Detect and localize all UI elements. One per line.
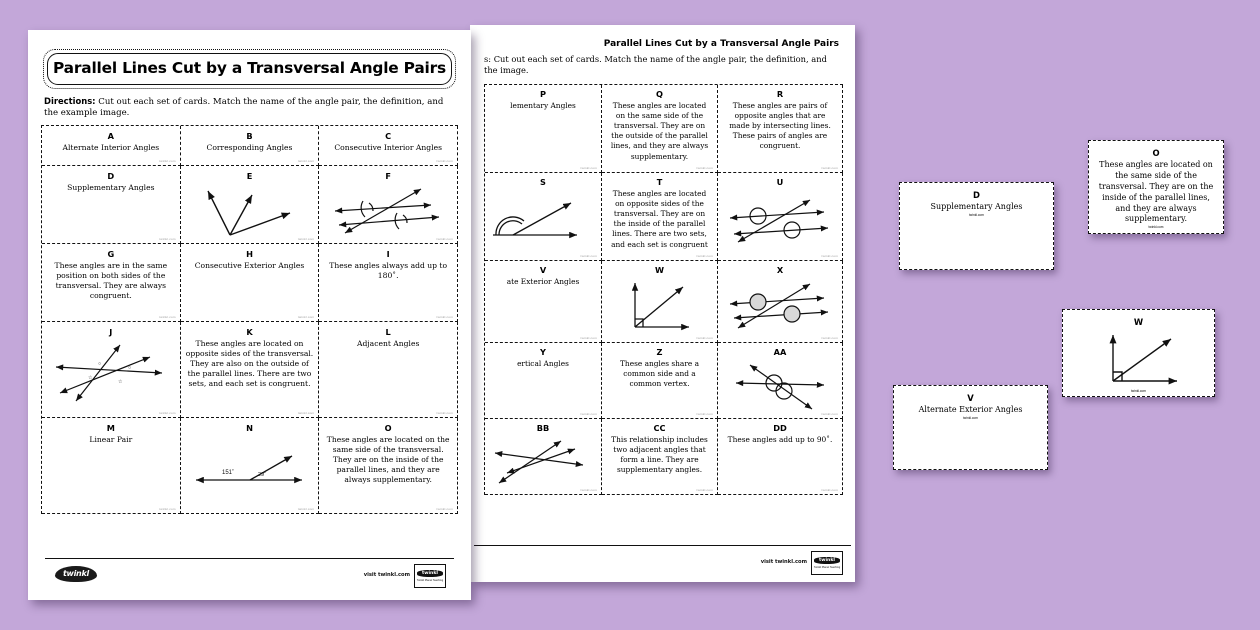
watermark: twinkl.com: [436, 236, 453, 241]
watermark: twinkl.com: [821, 166, 838, 171]
card-W[interactable]: [602, 261, 718, 343]
card-text: Consecutive Exterior Angles: [194, 260, 305, 270]
card-AA[interactable]: [718, 343, 843, 419]
watermark: twinkl.com: [580, 336, 597, 341]
card-U[interactable]: [718, 173, 843, 261]
card-letter: S: [540, 177, 546, 188]
watermark: twinkl.com: [297, 314, 315, 319]
card-DD[interactable]: [718, 419, 843, 495]
card-letter: O: [384, 422, 392, 433]
card-text: Consecutive Interior Angles: [334, 142, 442, 152]
card-S[interactable]: [485, 173, 602, 261]
parallel-lines-circles-figure: [724, 189, 836, 252]
svg-text:○: ○: [97, 360, 101, 367]
card-letter: D: [107, 170, 115, 181]
card-letter: I: [386, 248, 390, 259]
badge-sublabel: Twinkl Planet Teaching: [416, 578, 444, 582]
linear-pair-figure: [186, 435, 314, 504]
badge-label: twinkl: [417, 570, 443, 577]
card-letter: J: [109, 326, 113, 337]
watermark: twinkl.com: [821, 488, 838, 493]
card-N[interactable]: [181, 418, 320, 514]
card-text: These angles add up to 90˚.: [727, 435, 833, 445]
card-letter: E: [246, 170, 253, 181]
floating-card-V[interactable]: [893, 385, 1048, 470]
page-right-title: Parallel Lines Cut by a Transversal Angle Pairs: [603, 39, 839, 49]
svg-text:☆: ☆: [87, 374, 93, 381]
card-O[interactable]: [319, 418, 458, 514]
card-letter: L: [385, 326, 391, 337]
card-Q[interactable]: [602, 85, 718, 173]
card-V[interactable]: [485, 261, 602, 343]
watermark: twinkl.com: [297, 506, 315, 511]
watermark: twinkl.com: [963, 415, 978, 420]
card-text: Supplementary Angles: [67, 182, 155, 192]
card-A[interactable]: [42, 126, 181, 166]
watermark: twinkl.com: [1148, 225, 1164, 230]
watermark: twinkl.com: [696, 166, 713, 171]
card-text: ate Exterior Angles: [506, 277, 580, 287]
parallel-lines-shaded-figure: [724, 277, 836, 334]
card-R[interactable]: [718, 85, 843, 173]
card-text: These angles share a common side and a common vertex.: [620, 359, 699, 389]
card-letter: U: [776, 177, 784, 188]
page-right-directions: s: Cut out each set of cards. Match the name of the angle pair, the definition, and the image.: [484, 54, 827, 76]
card-letter: G: [107, 248, 115, 259]
card-letter: BB: [536, 423, 550, 434]
directions-text: Cut out each set of cards. Match the name of the angle pair, the definition, and the example image.: [44, 97, 444, 119]
card-text: ertical Angles: [517, 359, 569, 369]
watermark: twinkl.com: [297, 158, 315, 163]
card-letter: F: [385, 170, 391, 181]
twinkl-badge-icon: [414, 564, 446, 588]
badge-label: twinkl: [814, 557, 840, 564]
watermark: twinkl.com: [297, 410, 315, 415]
card-letter: CC: [653, 423, 666, 434]
watermark: twinkl.com: [436, 506, 453, 511]
card-L[interactable]: [319, 322, 458, 418]
card-D[interactable]: [42, 166, 181, 244]
watermark: twinkl.com: [696, 336, 713, 341]
card-text: These angles are located on opposite sides of the transversal. They are also on the outside of the parallel lines. There are two sets, and each set is congruent.: [185, 338, 314, 389]
card-letter: O: [1152, 148, 1160, 158]
watermark: twinkl.com: [436, 158, 453, 163]
watermark: twinkl.com: [1131, 389, 1146, 393]
card-I[interactable]: [319, 244, 458, 322]
angle-label-151: 151˚: [222, 470, 235, 477]
parallel-lines-transversal-figure: [324, 183, 452, 241]
badge-sublabel: Twinkl Planet Teaching: [813, 565, 841, 569]
worksheet-page-left: [28, 30, 471, 600]
footer-left: [45, 558, 454, 589]
watermark: twinkl.com: [159, 506, 176, 511]
card-M[interactable]: [42, 418, 181, 514]
card-text: This relationship includes two adjacent angles that form a line. They are supplementary angles.: [611, 435, 708, 475]
svg-text:☆: ☆: [117, 378, 123, 385]
floating-card-O[interactable]: [1088, 140, 1224, 234]
watermark: twinkl.com: [159, 314, 176, 319]
card-letter: A: [107, 130, 114, 141]
card-letter: DD: [773, 423, 787, 434]
card-K[interactable]: [181, 322, 320, 418]
watermark: twinkl.com: [159, 236, 176, 241]
watermark: twinkl.com: [821, 336, 838, 341]
card-Z[interactable]: [602, 343, 718, 419]
card-text: lementary Angles: [510, 101, 576, 111]
title-banner: [43, 49, 456, 89]
card-text: These angles always add up to 180˚.: [329, 260, 448, 280]
card-letter: W: [1133, 317, 1144, 327]
card-G[interactable]: [42, 244, 181, 322]
card-F[interactable]: [319, 166, 458, 244]
watermark: twinkl.com: [821, 412, 838, 417]
watermark: twinkl.com: [159, 410, 176, 415]
card-text: Alternate Interior Angles: [62, 142, 160, 152]
card-B[interactable]: [181, 126, 320, 166]
card-letter: V: [539, 265, 547, 276]
page-title: Parallel Lines Cut by a Transversal Angle Pairs: [53, 59, 446, 77]
visit-twinkl-link[interactable]: visit twinkl.com: [760, 559, 807, 565]
card-grid-right: [484, 84, 843, 495]
card-text: These angles are located on the same side of the transversal. They are on the inside of the parallel lines, and they are always supplementary.: [1098, 160, 1214, 224]
watermark: twinkl.com: [696, 412, 713, 417]
watermark: twinkl.com: [821, 254, 838, 259]
directions-label: Directions:: [44, 96, 96, 106]
card-letter: T: [656, 177, 663, 188]
card-H[interactable]: [181, 244, 320, 322]
twinkl-logo: twinkl: [55, 566, 97, 582]
right-angle-ray-figure: [608, 277, 711, 335]
watermark: twinkl.com: [436, 314, 453, 319]
floating-card-W[interactable]: [1062, 309, 1215, 397]
card-letter: V: [967, 393, 974, 403]
watermark: twinkl.com: [969, 212, 984, 217]
watermark: twinkl.com: [696, 254, 713, 259]
card-letter: R: [776, 89, 784, 100]
card-T[interactable]: [602, 173, 718, 261]
parallel-lines-marked-angles-figure: [47, 339, 175, 409]
card-letter: W: [654, 265, 665, 276]
card-text: Alternate Exterior Angles: [918, 405, 1023, 414]
footer-right: [474, 545, 851, 576]
watermark: twinkl.com: [580, 254, 597, 259]
transversal-left-figure: [491, 435, 595, 491]
card-text: These angles are located on the same side of the transversal. They are on the inside of the parallel lines, and they are always supplementary.: [326, 434, 450, 485]
card-grid-left: [41, 125, 458, 514]
card-letter: K: [246, 326, 253, 337]
watermark: twinkl.com: [580, 488, 597, 493]
twinkl-badge-icon: [811, 551, 843, 575]
watermark: twinkl.com: [436, 410, 453, 415]
card-C[interactable]: [319, 126, 458, 166]
three-rays-angle-figure: [186, 183, 314, 241]
visit-twinkl-link[interactable]: visit twinkl.com: [363, 572, 410, 578]
watermark: twinkl.com: [297, 236, 315, 241]
card-text: Linear Pair: [89, 434, 133, 444]
directions: [44, 96, 456, 120]
card-E[interactable]: [181, 166, 320, 244]
card-CC[interactable]: [602, 419, 718, 495]
card-letter: Q: [656, 89, 663, 100]
card-P[interactable]: [485, 85, 602, 173]
card-letter: P: [539, 89, 546, 100]
card-text: These angles are in the same position on both sides of the transversal. They are always congruent.: [54, 260, 168, 301]
card-letter: Y: [540, 347, 546, 358]
card-letter: C: [385, 130, 392, 141]
watermark: twinkl.com: [580, 166, 597, 171]
obtuse-angle-arc-figure: [491, 189, 595, 252]
card-letter: X: [776, 265, 784, 276]
card-text: These angles are located on the same side of the transversal. They are on the outside of the parallel lines, and they are always supplementary.: [610, 101, 709, 161]
x-crossing-angles-figure: [724, 359, 836, 415]
card-J[interactable]: [42, 322, 181, 418]
card-X[interactable]: [718, 261, 843, 343]
card-letter: AA: [773, 347, 787, 358]
floating-card-D[interactable]: [899, 182, 1054, 270]
card-letter: M: [106, 422, 115, 433]
angle-label-29: 29˚: [258, 472, 267, 479]
worksheet-page-right: [470, 25, 855, 582]
card-text: Corresponding Angles: [206, 142, 293, 152]
card-letter: N: [246, 422, 253, 433]
svg-text:○: ○: [127, 364, 131, 371]
card-BB[interactable]: [485, 419, 602, 495]
card-letter: D: [973, 190, 980, 200]
watermark: twinkl.com: [159, 158, 176, 163]
card-text: These angles are pairs of opposite angles that are made by intersecting lines. These pairs of angles are congruent.: [729, 101, 831, 151]
right-angle-ray-figure: [1071, 329, 1206, 389]
card-letter: Z: [656, 347, 663, 358]
card-text: Adjacent Angles: [356, 338, 420, 348]
card-letter: B: [246, 130, 253, 141]
card-Y[interactable]: [485, 343, 602, 419]
card-text: Supplementary Angles: [930, 202, 1023, 211]
watermark: twinkl.com: [696, 488, 713, 493]
card-text: These angles are located on opposite sides of the transversal. They are on the inside of the parallel lines. There are two sets, and each set is congruent: [611, 189, 708, 249]
card-letter: H: [246, 248, 253, 259]
watermark: twinkl.com: [580, 412, 597, 417]
